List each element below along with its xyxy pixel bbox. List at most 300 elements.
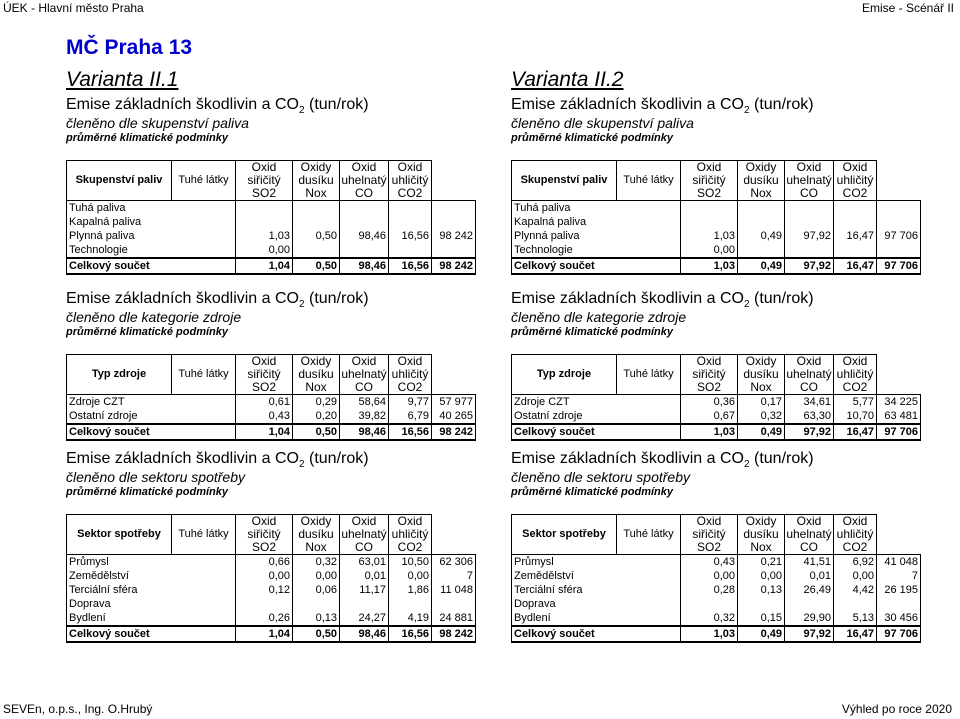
table-cell [877,215,921,229]
total-cell: 1,04 [236,626,293,642]
table-row [512,569,921,583]
table-cell: 63 481 [877,409,921,424]
variant-right-title: Varianta II.2 [511,68,624,91]
total-cell: 0,49 [738,626,785,642]
total-cell: 1,03 [681,258,738,274]
column-header-line: dusíku Nox [298,367,334,394]
table-cell [236,201,293,216]
row-label: Kapalná paliva [67,215,236,229]
total-label: Celkový součet [67,424,236,440]
total-cell: 1,04 [236,424,293,440]
table-cell: 0,06 [293,583,340,597]
row-label: Tuhá paliva [512,201,681,216]
table-cell [738,201,785,216]
column-header-line: Oxidy [300,354,332,368]
column-header-so2 [681,515,738,555]
column-header-solid: Tuhé látky [617,161,681,201]
row-label: Doprava [512,597,681,611]
column-header-line: dusíku Nox [743,173,779,200]
table-header-row [67,515,476,555]
column-header-line: uhličitý [391,527,429,541]
column-header-nox [293,355,340,395]
column-header-line: dusíku Nox [743,527,779,554]
column-header-line: Oxid [251,354,277,368]
table-cell [293,597,340,611]
column-header-co [785,161,834,201]
total-cell: 98,46 [340,626,389,642]
climate-note: průměrné klimatické podmínky [66,486,228,498]
column-header-category: Skupenství paliv [512,161,617,201]
table-cell: 0,50 [293,229,340,243]
table-header-row [512,515,921,555]
table-cell: 41 048 [877,555,921,570]
table-cell [389,215,432,229]
fuel-emission-table [511,160,921,275]
table-cell: 0,01 [340,569,389,583]
column-header-line: SO2 [696,186,721,200]
source-emission-table [511,354,921,441]
section-title-subscript: 2 [743,459,750,471]
table-cell: 0,28 [681,583,738,597]
column-header-co2 [834,355,877,395]
table-header-row [512,161,921,201]
table-cell: 1,03 [681,229,738,243]
column-header-line: Oxid [251,160,277,174]
table-cell [834,597,877,611]
table-cell: 0,00 [293,569,340,583]
table-row [512,409,921,424]
table-cell: 57 977 [432,395,476,410]
table-cell: 29,90 [785,611,834,626]
column-header-co2 [389,515,432,555]
table-cell [432,215,476,229]
column-header-line: Oxid [796,514,822,528]
table-cell: 0,00 [236,569,293,583]
table-cell: 10,70 [834,409,877,424]
table-row [67,597,476,611]
column-header-line: siřičitý [247,173,281,187]
table-cell [834,215,877,229]
row-label: Tuhá paliva [67,201,236,216]
column-header-line: uhličitý [391,173,429,187]
table-row [512,395,921,410]
column-header-line: uhelnatý [341,527,387,541]
column-header-line: SO2 [251,380,276,394]
row-label: Zemědělství [67,569,236,583]
column-header-line: SO2 [696,540,721,554]
column-header-line: CO [355,186,373,200]
table-cell [389,597,432,611]
column-header-nox [293,515,340,555]
table-row [512,201,921,216]
table-cell: 1,03 [236,229,293,243]
table-cell: 0,15 [738,611,785,626]
table-cell [877,201,921,216]
table-cell: 11 048 [432,583,476,597]
table-total-row [512,258,921,274]
table-cell: 26,49 [785,583,834,597]
table-cell [340,201,389,216]
section-title-prefix: Emise základních škodlivin a CO [66,96,299,113]
column-header-category: Sektor spotřeby [67,515,172,555]
column-header-so2 [681,161,738,201]
total-label: Celkový součet [67,626,236,642]
column-header-line: uhelnatý [786,367,832,381]
table-cell [340,243,389,258]
table-row [512,597,921,611]
table-cell [340,215,389,229]
column-header-line: CO [800,186,818,200]
section-subtitle: členěno dle sektoru spotřeby [511,469,690,485]
total-cell: 0,49 [738,258,785,274]
row-label: Plynná paliva [512,229,681,243]
section-subtitle: členěno dle skupenství paliva [66,115,249,131]
column-header-line: SO2 [251,540,276,554]
column-header-line: Oxidy [745,514,777,528]
table-cell: 0,43 [236,409,293,424]
table-total-row [67,626,476,642]
total-cell: 0,49 [738,424,785,440]
table-cell: 0,20 [293,409,340,424]
total-cell: 1,04 [236,258,293,274]
table-row [67,229,476,243]
table-cell: 0,13 [738,583,785,597]
table-row [67,201,476,216]
table-cell: 0,00 [389,569,432,583]
district-title: MČ Praha 13 [66,36,193,59]
table-cell: 6,79 [389,409,432,424]
row-label: Terciální sféra [67,583,236,597]
climate-note: průměrné klimatické podmínky [66,326,228,338]
column-header-solid: Tuhé látky [617,515,681,555]
column-header-line: CO2 [397,380,423,394]
row-label: Bydlení [67,611,236,626]
section-title-subscript: 2 [743,105,750,117]
section-title-unit: (tun/rok) [749,450,814,467]
variant-left-title: Varianta II.1 [66,68,179,91]
column-header-line: Oxid [397,514,423,528]
table-cell: 7 [877,569,921,583]
table-total-row [512,626,921,642]
table-cell: 24 881 [432,611,476,626]
column-header-line: CO [355,380,373,394]
table-total-row [67,424,476,440]
column-header-line: uhličitý [836,527,874,541]
column-header-line: uhličitý [836,173,874,187]
table-cell: 58,64 [340,395,389,410]
table-row [512,215,921,229]
total-cell: 98,46 [340,258,389,274]
section-title-unit: (tun/rok) [304,96,369,113]
column-header-line: uhelnatý [341,367,387,381]
section-title-subscript: 2 [298,459,305,471]
column-header-category: Skupenství paliv [67,161,172,201]
column-header-line: uhelnatý [786,527,832,541]
column-header-co [785,355,834,395]
column-header-line: CO2 [842,186,868,200]
table-cell: 4,42 [834,583,877,597]
section-title [511,290,814,310]
column-header-co2 [834,515,877,555]
column-header-co2 [389,161,432,201]
table-row [512,229,921,243]
table-cell: 30 456 [877,611,921,626]
section-title [511,96,814,116]
table-cell [432,201,476,216]
column-header-co [340,515,389,555]
column-header-nox [738,161,785,201]
total-cell: 97 706 [877,626,921,642]
table-cell [738,243,785,258]
table-cell [877,243,921,258]
table-cell: 6,92 [834,555,877,570]
column-header-line: CO [355,540,373,554]
row-label: Technologie [512,243,681,258]
table-cell [236,597,293,611]
table-cell: 0,49 [738,229,785,243]
total-cell: 1,03 [681,424,738,440]
table-row [67,215,476,229]
table-cell: 0,43 [681,555,738,570]
table-cell [681,201,738,216]
total-label: Celkový součet [512,424,681,440]
row-label: Terciální sféra [512,583,681,597]
column-header-line: CO2 [397,186,423,200]
section-title-prefix: Emise základních škodlivin a CO [511,450,744,467]
column-header-line: Oxidy [300,160,332,174]
column-header-line: siřičitý [692,367,726,381]
column-header-line: Oxid [796,354,822,368]
column-header-line: Oxid [397,354,423,368]
total-cell: 98 242 [432,258,476,274]
column-header-co2 [389,355,432,395]
table-header-row [67,355,476,395]
section-title-prefix: Emise základních škodlivin a CO [66,450,299,467]
column-header-so2 [236,161,293,201]
total-cell: 97,92 [785,258,834,274]
footer-left-text: SEVEn, o.p.s., Ing. O.Hrubý [3,702,153,716]
section-title-prefix: Emise základních škodlivin a CO [511,290,744,307]
column-header-line: dusíku Nox [298,173,334,200]
column-header-line: Oxid [351,514,377,528]
total-cell: 97,92 [785,424,834,440]
total-cell: 16,47 [834,626,877,642]
total-cell: 16,47 [834,424,877,440]
column-header-line: uhelnatý [341,173,387,187]
table-cell [432,597,476,611]
table-cell: 34 225 [877,395,921,410]
table-row [67,555,476,570]
row-label: Bydlení [512,611,681,626]
table-cell [834,201,877,216]
table-cell: 4,19 [389,611,432,626]
table-cell [236,215,293,229]
section-title-unit: (tun/rok) [304,450,369,467]
column-header-solid: Tuhé látky [172,161,236,201]
table-row [512,583,921,597]
source-emission-table [66,354,476,441]
table-cell [785,215,834,229]
climate-note: průměrné klimatické podmínky [511,326,673,338]
table-cell: 39,82 [340,409,389,424]
section-title-unit: (tun/rok) [749,96,814,113]
column-header-co [340,161,389,201]
table-cell: 5,13 [834,611,877,626]
table-row [67,611,476,626]
column-header-line: dusíku Nox [743,367,779,394]
column-header-line: Oxidy [745,354,777,368]
column-header-line: dusíku Nox [298,527,334,554]
column-header-line: CO2 [397,540,423,554]
column-header-solid: Tuhé látky [617,355,681,395]
total-cell: 97,92 [785,626,834,642]
column-header-solid: Tuhé látky [172,515,236,555]
column-header-co [785,515,834,555]
section-subtitle: členěno dle skupenství paliva [511,115,694,131]
column-header-category: Sektor spotřeby [512,515,617,555]
table-cell [432,243,476,258]
table-cell: 62 306 [432,555,476,570]
column-header-line: Oxid [696,354,722,368]
table-cell [389,243,432,258]
column-header-line: siřičitý [692,173,726,187]
row-label: Zemědělství [512,569,681,583]
table-cell: 0,13 [293,611,340,626]
table-cell: 0,32 [293,555,340,570]
row-label: Plynná paliva [67,229,236,243]
table-cell: 40 265 [432,409,476,424]
table-cell [834,243,877,258]
table-total-row [67,258,476,274]
page-footer [0,702,960,718]
column-header-line: siřičitý [247,367,281,381]
table-cell: 0,00 [236,243,293,258]
section-title [66,450,369,470]
table-cell: 11,17 [340,583,389,597]
section-title-subscript: 2 [743,299,750,311]
table-cell [785,201,834,216]
table-row [512,555,921,570]
table-header-row [67,161,476,201]
table-cell: 7 [432,569,476,583]
column-header-line: Oxidy [300,514,332,528]
column-header-line: SO2 [696,380,721,394]
table-cell [293,201,340,216]
table-cell [681,597,738,611]
table-cell: 63,30 [785,409,834,424]
section-title [66,96,369,116]
table-cell: 0,61 [236,395,293,410]
climate-note: průměrné klimatické podmínky [66,132,228,144]
row-label: Kapalná paliva [512,215,681,229]
column-header-line: CO [800,380,818,394]
total-cell: 16,47 [834,258,877,274]
table-cell: 98 242 [432,229,476,243]
table-row [512,243,921,258]
table-cell: 0,36 [681,395,738,410]
table-cell: 24,27 [340,611,389,626]
table-cell: 34,61 [785,395,834,410]
table-cell: 0,21 [738,555,785,570]
column-header-solid: Tuhé látky [172,355,236,395]
row-label: Ostatní zdroje [512,409,681,424]
section-subtitle: členěno dle kategorie zdroje [66,309,242,325]
column-header-line: Oxid [351,160,377,174]
footer-right-text: Výhled po roce 2020 [841,702,952,716]
table-cell [785,243,834,258]
section-title-prefix: Emise základních škodlivin a CO [66,290,299,307]
total-cell: 0,50 [293,626,340,642]
row-label: Průmysl [512,555,681,570]
column-header-so2 [236,355,293,395]
sector-emission-table [511,514,921,643]
table-cell [877,597,921,611]
column-header-category: Typ zdroje [512,355,617,395]
table-cell: 0,29 [293,395,340,410]
section-title-subscript: 2 [298,105,305,117]
row-label: Technologie [67,243,236,258]
header-right-text: Emise - Scénář II [861,1,954,15]
total-label: Celkový součet [512,258,681,274]
table-cell: 0,66 [236,555,293,570]
column-header-line: Oxid [251,514,277,528]
table-cell: 97,92 [785,229,834,243]
column-header-line: Oxid [842,354,868,368]
total-cell: 97 706 [877,258,921,274]
table-cell [681,215,738,229]
table-cell: 1,86 [389,583,432,597]
column-header-line: SO2 [251,186,276,200]
table-cell: 5,77 [834,395,877,410]
column-header-line: Oxid [696,514,722,528]
table-cell [738,597,785,611]
total-cell: 98,46 [340,424,389,440]
table-cell: 0,01 [785,569,834,583]
table-row [67,395,476,410]
fuel-emission-table [66,160,476,275]
total-label: Celkový součet [67,258,236,274]
column-header-line: uhelnatý [786,173,832,187]
table-row [67,409,476,424]
total-cell: 1,03 [681,626,738,642]
table-cell: 0,32 [681,611,738,626]
table-cell: 0,32 [738,409,785,424]
section-title-prefix: Emise základních škodlivin a CO [511,96,744,113]
total-cell: 0,50 [293,258,340,274]
column-header-line: Oxid [842,160,868,174]
section-subtitle: členěno dle sektoru spotřeby [66,469,245,485]
table-cell: 0,00 [681,243,738,258]
table-cell: 9,77 [389,395,432,410]
column-header-nox [738,355,785,395]
column-header-line: siřičitý [247,527,281,541]
section-title [66,290,369,310]
table-row [67,243,476,258]
total-label: Celkový součet [512,626,681,642]
table-cell: 0,26 [236,611,293,626]
column-header-line: uhličitý [391,367,429,381]
table-row [67,583,476,597]
table-cell: 16,56 [389,229,432,243]
table-cell: 97 706 [877,229,921,243]
table-cell: 41,51 [785,555,834,570]
climate-note: průměrné klimatické podmínky [511,132,673,144]
column-header-co [340,355,389,395]
section-title-unit: (tun/rok) [304,290,369,307]
section-title-subscript: 2 [298,299,305,311]
row-label: Zdroje CZT [67,395,236,410]
table-cell [389,201,432,216]
